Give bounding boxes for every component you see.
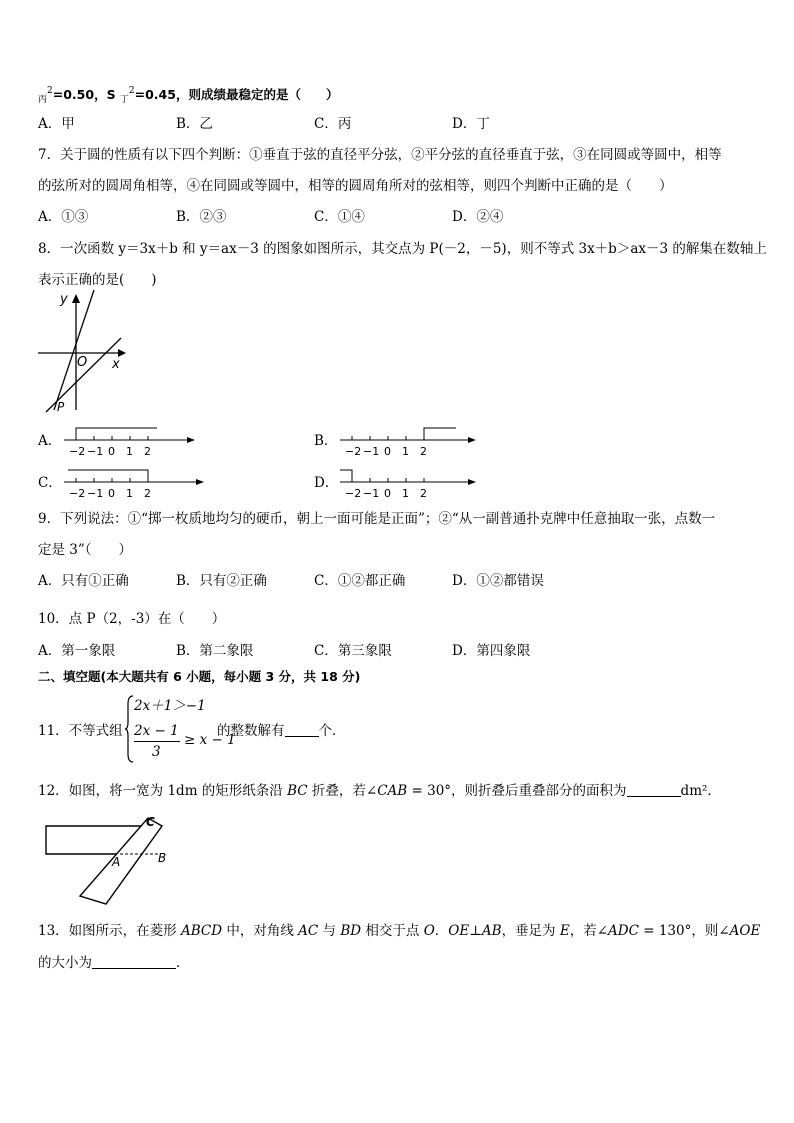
q7-option-a: A．①③: [38, 209, 89, 225]
q11-prefix: 11．不等式组: [38, 723, 123, 739]
q8-function-graph: [36, 290, 136, 415]
q13-oe-ab: OE⊥AB: [448, 923, 502, 939]
q8-a-tick-0: 0: [108, 445, 115, 458]
q6-stem-part1: =0.50，S: [52, 87, 116, 102]
q13-line2: [38, 954, 190, 972]
q12-cab: CAB: [377, 783, 408, 799]
q13-bd: BD: [340, 923, 362, 939]
q12-unit: dm²．: [680, 783, 721, 799]
q11-suffix-a: 的整数解有: [217, 723, 285, 739]
q12-label-a: A: [112, 855, 121, 869]
q10-option-c: C．第三象限: [314, 643, 392, 659]
q13-part-c: 与: [318, 923, 341, 939]
q8-b-tick-m1: −1: [363, 445, 380, 458]
q8-a-tick-m2: −2: [69, 445, 86, 458]
q9-option-d: D．①②都错误: [452, 573, 544, 589]
section-2-title: 二、填空题(本大题共有 6 小题，每小题 3 分，共 18 分): [38, 669, 361, 684]
q8-c-tick-m1: −1: [87, 487, 104, 500]
q8-option-a-label: A．: [38, 433, 62, 449]
q7-option-b: B．②③: [176, 209, 227, 225]
q8-option-a-numberline: [60, 422, 200, 462]
q12-part-c: = 30°，则折叠后重叠部分的面积为: [407, 783, 627, 799]
q9-line1: 9．下列说法：①“掷一枚质地均匀的硬币，朝上一面可能是正面”；②“从一副普通扑克牌中任意抽取一张，点数一: [38, 511, 716, 527]
q13-line2-a: 的大小为: [38, 955, 92, 971]
q12-part-a: 12．如图，将一宽为 1dm 的矩形纸条沿: [38, 783, 288, 799]
q11-fraction-bar: [134, 741, 180, 742]
q10-option-b: B．第二象限: [176, 643, 254, 659]
q7-line2: 的弦所对的圆周角相等，④在同圆或等圆中，相等的圆周角所对的弦相等，则四个判断中正确的是（ ）: [38, 178, 673, 194]
q11-suffix-b: 个．: [318, 723, 346, 739]
q13-part-e: ．: [434, 923, 449, 939]
q12-label-c: C: [146, 815, 155, 829]
q8-d-tick-0: 0: [384, 487, 391, 500]
q8-d-tick-2: 2: [420, 487, 427, 500]
q13-part-f: ，垂足为: [501, 923, 560, 939]
q13-e: E: [559, 923, 570, 939]
q9-line2: 定是 3”（ ）: [38, 542, 133, 558]
q6-bing-subscript: 丙: [38, 95, 48, 105]
q9-option-b: B．只有②正确: [176, 573, 267, 589]
q12-answer-blank[interactable]: [627, 782, 681, 797]
q8-option-c-numberline: [60, 464, 205, 504]
q12-part-b: 折叠，若∠: [307, 783, 378, 799]
q8-option-b-numberline: [336, 422, 481, 462]
q6-stem: [38, 82, 338, 109]
q8-option-c-label: C．: [38, 475, 62, 491]
q6-option-c: C．丙: [314, 116, 352, 132]
q13-o: O: [423, 923, 435, 939]
q8-d-tick-m1: −1: [363, 487, 380, 500]
q7-option-d: D．②④: [452, 209, 504, 225]
q9-option-a: A．只有①正确: [38, 573, 129, 589]
q11-rhs: ≥ x − 1: [184, 732, 236, 748]
q12-label-b: B: [158, 851, 167, 865]
q8-c-tick-2: 2: [144, 487, 151, 500]
q8-graph-y-label: y: [60, 292, 68, 307]
q8-a-tick-1: 1: [126, 445, 133, 458]
q11-brace: [124, 694, 134, 764]
q8-d-tick-m2: −2: [345, 487, 362, 500]
q11-fraction-numerator: 2x − 1: [134, 723, 179, 739]
q8-c-tick-1: 1: [126, 487, 133, 500]
q13-ac: AC: [298, 923, 319, 939]
q8-graph-origin-label: O: [77, 355, 88, 370]
q13-part-d: 相交于点: [361, 923, 424, 939]
q8-graph-x-label: x: [112, 357, 120, 372]
q8-b-tick-2: 2: [420, 445, 427, 458]
q12-bc: BC: [287, 783, 308, 799]
q8-c-tick-0: 0: [108, 487, 115, 500]
q13-line1: [38, 922, 760, 940]
q13-part-a: 13．如图所示，在菱形: [38, 923, 181, 939]
q13-part-h: = 130°，则∠: [638, 923, 730, 939]
q8-b-tick-1: 1: [402, 445, 409, 458]
q7-option-c: C．①④: [314, 209, 365, 225]
q6-ding-subscript: 丁: [119, 95, 129, 105]
q13-aoe: AOE: [729, 923, 761, 939]
q8-option-d-label: D．: [314, 475, 339, 491]
q13-part-g: ，若∠: [569, 923, 609, 939]
q8-d-tick-1: 1: [402, 487, 409, 500]
q8-option-d-numberline: [336, 464, 481, 504]
q8-a-tick-2: 2: [144, 445, 151, 458]
q6-option-d: D．丁: [452, 116, 490, 132]
q8-option-b-label: B．: [314, 433, 338, 449]
q13-adc: ADC: [608, 923, 639, 939]
q8-line1: 8．一次函数 y＝3x＋b 和 y＝ax－3 的图象如图所示，其交点为 P(－2，－5)，则不等式 3x＋b＞ax－3 的解集在数轴上: [38, 241, 767, 257]
q6-sq-1: 2: [47, 86, 53, 96]
q13-answer-blank[interactable]: [92, 954, 176, 969]
q12-folded-strip-figure: [40, 812, 180, 912]
q6-option-b: B．乙: [176, 116, 213, 132]
q8-b-tick-0: 0: [384, 445, 391, 458]
q8-graph-p-label: P: [57, 400, 65, 414]
q10-option-d: D．第四象限: [452, 643, 531, 659]
q11-answer-blank[interactable]: [285, 722, 319, 737]
q6-option-a: A．甲: [38, 116, 75, 132]
q11-inequality-1: 2x＋1＞−1: [134, 698, 206, 714]
q8-a-tick-m1: −1: [87, 445, 104, 458]
q6-sq-2: 2: [128, 86, 135, 96]
q7-line1: 7．关于圆的性质有以下四个判断：①垂直于弦的直径平分弦，②平分弦的直径垂直于弦，③在同圆或等圆中，相等: [38, 147, 722, 163]
q8-line2: 表示正确的是( ): [38, 272, 157, 288]
q13-abcd: ABCD: [180, 923, 223, 939]
q10-option-a: A．第一象限: [38, 643, 116, 659]
q10-line1: 10．点 P（2，-3）在（ ）: [38, 611, 226, 627]
q9-option-c: C．①②都正确: [314, 573, 406, 589]
q12-line1: [38, 782, 721, 800]
q6-stem-part2: =0.45，则成绩最稳定的是（ ）: [134, 87, 339, 102]
q8-b-tick-m2: −2: [345, 445, 362, 458]
q13-part-b: 中，对角线: [222, 923, 299, 939]
q11-fraction-denominator: 3: [152, 744, 161, 760]
q11-suffix: [217, 722, 346, 740]
q13-line2-b: ．: [176, 955, 190, 971]
q8-c-tick-m2: −2: [69, 487, 86, 500]
